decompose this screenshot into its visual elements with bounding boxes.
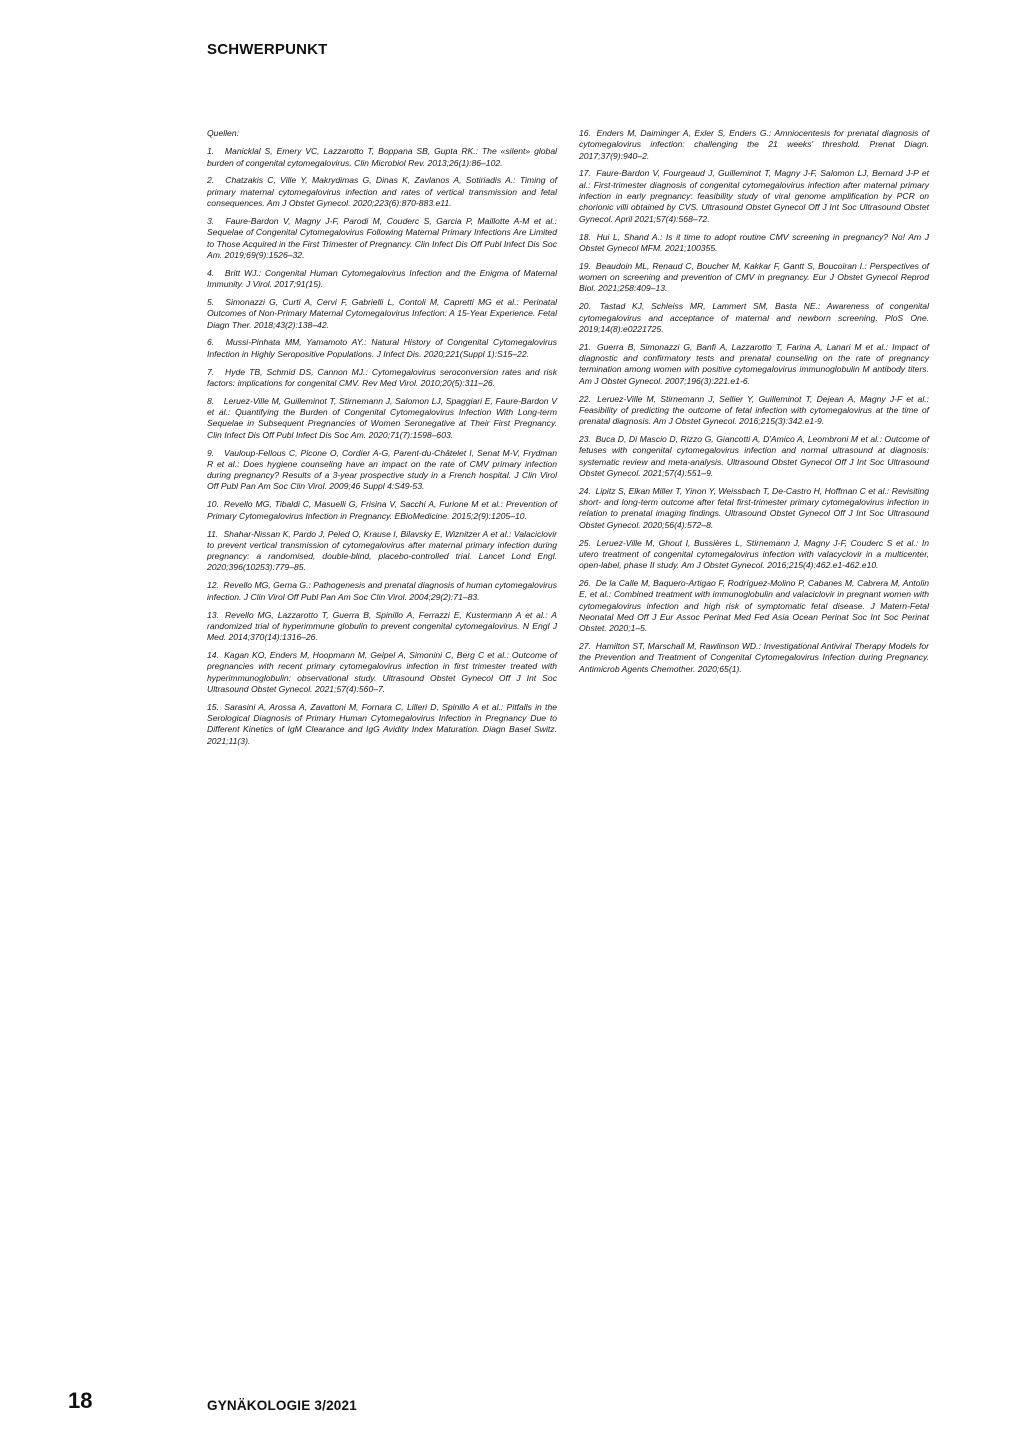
reference-item: [579, 301, 929, 335]
reference-item: [579, 641, 929, 675]
page-number: 18: [68, 1388, 93, 1413]
sources-label: Quellen:: [207, 128, 240, 138]
reference-text: Simonazzi G, Curti A, Cervi F, Gabrielli L, Contoli M, Capretti MG et al.: Perinatal Outcomes of Non-Primary Maternal Cytomegalovirus Infection: A 15-Year Experience. Fetal Diagn Ther. 2018;43(2):138–42.: [207, 296, 558, 330]
reference-text: Beaudoin ML, Renaud C, Boucher M, Kakkar F, Gantt S, Boucoiran I.: Perspectives of women on screening and prevention of CMV in pregnancy. Eur J Obstet Gynecol Reprod Biol. 2021;258:409–13.: [579, 260, 929, 294]
reference-item: [579, 578, 929, 634]
reference-text: Revello MG, Lazzarotto T, Guerra B, Spinillo A, Ferrazzi E, Kustermann A et al.: A randomized trial of hyperimmune globulin to prevent congenital cytomegalovirus. N Engl J Med. 2014;370(14):1316–26.: [207, 609, 558, 643]
reference-text: Britt WJ.: Congenital Human Cytomegalovirus Infection and the Enigma of Maternal Immunity. J Virol. 2017;91(15).: [207, 267, 557, 290]
reference-number: 16.: [579, 128, 591, 138]
reference-number: 20.: [579, 301, 591, 312]
reference-item: [207, 448, 557, 493]
reference-item: [207, 146, 557, 169]
reference-item: [207, 367, 557, 390]
reference-item: [579, 261, 929, 295]
reference-number: 26.: [579, 578, 591, 589]
reference-item: [207, 529, 557, 574]
reference-number: 19.: [579, 260, 591, 271]
reference-text: Kagan KO, Enders M, Hoopmann M, Geipel A, Simonini C, Berg C et al.: Outcome of pregnancies with recent primary cytomegalovirus infection in first trimester treated with hyperimmunoglobulin: observational study. Ultrasound Obstet Gynecol Off J Int Soc Ultrasound Obstet Gynecol. 2021;57(4):560–7.: [207, 650, 558, 694]
references-column-left: [207, 128, 557, 754]
reference-text: Revello MG, Tibaldi C, Masuelli G, Frisina V, Sacchi A, Furione M et al.: Prevention of Primary Cytomegalovirus Infection in Pregnancy. EBioMedicine. 2015;2(9):1205–10.: [207, 499, 557, 521]
reference-item: [579, 486, 929, 531]
reference-item: [207, 702, 557, 747]
reference-number: 10.: [207, 499, 219, 510]
reference-item: [207, 396, 557, 441]
reference-number: 12.: [207, 580, 219, 591]
reference-item: [207, 499, 557, 522]
reference-text: Hamilton ST, Marschall M, Rawlinson WD.: Investigational Antiviral Therapy Models for the Prevention and Treatment of Congenital Cytomegalovirus Infection during Pregnancy. Antimicrob Agents Chemother. 2020;65(1).: [579, 641, 929, 674]
reference-number: 4.: [207, 267, 215, 278]
reference-number: 7.: [207, 366, 215, 377]
reference-item: [579, 342, 929, 387]
journal-issue: GYNÄKOLOGIE 3/2021: [207, 1398, 357, 1413]
reference-list-right: [579, 128, 929, 675]
reference-text: Sarasini A, Arossa A, Zavattoni M, Fornara C, Lilleri D, Spinillo A et al.: Pitfalls in the Serological Diagnosis of Primary Human Cytomegalovirus Infection in Pregnancy Due to Different Kinetics of IgM Clearance and IgG Avidity Index Maturation. Diagn Basel Switz. 2021;11(3).: [207, 701, 558, 746]
reference-text: Hui L, Shand A.: Is it time to adopt routine CMV screening in pregnancy? No! Am J Obstet Gynecol MFM. 2021;100355.: [579, 231, 929, 253]
reference-item: [579, 128, 929, 162]
reference-item: [207, 580, 557, 603]
reference-item: [207, 650, 557, 695]
reference-item: [579, 394, 929, 428]
reference-text: Manicklal S, Emery VC, Lazzarotto T, Boppana SB, Gupta RK.: The «silent» global burden of congenital cytomegalovirus. Clin Microbiol Rev. 2013;26(1):86–102.: [207, 146, 558, 168]
reference-item: [207, 175, 557, 209]
reference-number: 21.: [579, 341, 591, 352]
reference-item: [207, 297, 557, 331]
reference-text: Faure-Bardon V, Fourgeaud J, Guilleminot T, Magny J-F, Salomon LJ, Bernard J-P et al.: First-trimester diagnosis of congenital cytomegalovirus infection after maternal primary infection in early pregnancy: feasibility study of viral genome amplification by PCR on chorionic villi obtained by CVS. Ultrasound Obstet Gynecol Off J Int Soc Ultrasound Obstet Gynecol. April 2021;57(4):568–72.: [579, 168, 929, 224]
reference-number: 27.: [579, 641, 591, 652]
reference-text: Revello MG, Gerna G.: Pathogenesis and prenatal diagnosis of human cytomegalovirus infection. J Clin Virol Off Publ Pan Am Soc Clin Virol. 2004;29(2):71–83.: [207, 580, 557, 602]
reference-text: Leruez-Ville M, Stirnemann J, Sellier Y, Guilleminot T, Dejean A, Magny J-F et al.: Feasibility of predicting the outcome of fetal infection with cytomegalovirus at the time of prenatal diagnosis. Am J Obstet Gynecol. 2016;215(3):342.e1-9.: [579, 393, 930, 427]
reference-number: 8.: [207, 395, 215, 406]
reference-text: Leruez-Ville M, Guilleminot T, Stirnemann J, Salomon LJ, Spaggiari E, Faure-Bardon V et al.: Quantifying the Burden of Congenital Cytomegalovirus Infection With Long-term Sequelae in Subsequent Pregnancies of Women Seronegative at Their First Pregnancy. Clin Infect Dis Off Publ Infect Dis Soc Am. 2020;71(7):1598–603.: [207, 395, 558, 440]
reference-item: [207, 216, 557, 261]
reference-number: 23.: [579, 433, 591, 444]
reference-item: [579, 168, 929, 224]
reference-item: [207, 610, 557, 644]
reference-number: 17.: [579, 168, 591, 179]
reference-item: [207, 268, 557, 291]
reference-number: 14.: [207, 650, 219, 660]
reference-item: [579, 538, 929, 572]
reference-number: 18.: [579, 231, 591, 242]
reference-text: Faure-Bardon V, Magny J-F, Parodi M, Couderc S, Garcia P, Maillotte A-M et al.: Sequelae of Congenital Cytomegalovirus Following Maternal Primary Infections Are Limited to Those Acquired in the First Trimester of Pregnancy. Clin Infect Dis Off Publ Infect Dis Soc Am. 2019;69(9):1526–32.: [207, 215, 558, 260]
reference-item: [207, 337, 557, 360]
reference-list-left: [207, 146, 557, 747]
section-header: SCHWERPUNKT: [207, 41, 328, 58]
reference-text: Tastad KJ, Schleiss MR, Lammert SM, Basta NE.: Awareness of congenital cytomegalovirus and acceptance of maternal and newborn screening. PloS One. 2019;14(8):e0221725.: [579, 301, 929, 334]
reference-number: 22.: [579, 393, 591, 404]
reference-number: 9.: [207, 447, 215, 458]
references-column-right: [579, 128, 929, 682]
reference-number: 13.: [207, 609, 219, 620]
reference-text: Hyde TB, Schmid DS, Cannon MJ.: Cytomegalovirus seroconversion rates and risk factors: implications for congenital CMV. Rev Med Virol. 2010;20(5):311–26.: [207, 366, 557, 388]
reference-number: 1.: [207, 146, 215, 157]
reference-number: 11.: [207, 528, 219, 539]
reference-text: Enders M, Daiminger A, Exler S, Enders G.: Amniocentesis for prenatal diagnosis of cytomegalovirus infection: challenging the 21 weeks' threshold. Prenat Diagn. 2017;37(9):940–2.: [579, 128, 930, 161]
reference-number: 5.: [207, 296, 215, 307]
reference-text: Leruez-Ville M, Ghout I, Bussières L, Stirnemann J, Magny J-F, Couderc S et al.: In utero treatment of congenital cytomegalovirus infection with valacyclovir in a multicenter, open-label, phase II study. Am J Obstet Gynecol. 2016;215(4):462.e1-462.e10.: [579, 537, 930, 571]
reference-number: 2.: [207, 175, 215, 186]
reference-item: [579, 434, 929, 479]
reference-number: 25.: [579, 537, 591, 548]
reference-text: Guerra B, Simonazzi G, Banfi A, Lazzarotto T, Farina A, Lanari M et al.: Impact of diagnostic and confirmatory tests and prenatal counseling on the rate of pregnancy termination among women with positive cytomegalovirus immunoglobulin M antibody titers. Am J Obstet Gynecol. 2007;196(3):221.e1-6.: [579, 341, 929, 386]
reference-number: 3.: [207, 215, 215, 226]
reference-text: Shahar-Nissan K, Pardo J, Peled O, Krause I, Bilavsky E, Wiznitzer A et al.: Valaciclovir to prevent vertical transmission of cytomegalovirus after maternal primary infection during pregnancy: a randomised, double-blind, placebo-controlled trial. Lancet Lond Engl. 2020;396(10253):779–85.: [207, 528, 557, 573]
reference-text: Lipitz S, Elkan Miller T, Yinon Y, Weissbach T, De-Castro H, Hoffman C et al.: Revisiting short- and long-term outcome after fetal first-trimester primary cytomegalovirus infection in relation to prenatal imaging findings. Ultrasound Obstet Gynecol Off J Int Soc Ultrasound Obstet Gynecol. 2020;56(4):572–8.: [579, 485, 929, 530]
reference-item: [579, 232, 929, 255]
reference-number: 6.: [207, 337, 215, 348]
reference-text: Buca D, Di Mascio D, Rizzo G, Giancotti A, D'Amico A, Leombroni M et al.: Outcome of fetuses with congenital cytomegalovirus infection and normal ultrasound at diagnosis: systematic review and meta-analysis. Ultrasound Obstet Gynecol Off J Int Soc Ultrasound Obstet Gynecol. 2021;57(4):551–9.: [579, 433, 930, 478]
reference-text: Mussi-Pinhata MM, Yamamoto AY.: Natural History of Congenital Cytomegalovirus Infection in Highly Seropositive Populations. J Infect Dis. 2020;221(Suppl 1):S15–22.: [207, 337, 557, 359]
reference-number: 24.: [579, 485, 591, 496]
reference-text: Chatzakis C, Ville Y, Makrydimas G, Dinas K, Zavlanos A, Sotiriadis A.: Timing of primary maternal cytomegalovirus infection and rates of vertical transmission and fetal consequences. Am J Obstet Gynecol. 2020;223(6):870-883.e11.: [207, 175, 557, 209]
reference-text: Vauloup-Fellous C, Picone O, Cordier A-G, Parent-du-Châtelet I, Senat M-V, Frydman R et al.: Does hygiene counseling have an impact on the rate of CMV primary infection during pregnancy? Results of a 3-year prospective study in a French hospital. J Clin Virol Off Publ Pan Am Soc Clin Virol. 2009;46 Suppl 4:S49-53.: [207, 447, 557, 492]
reference-number: 15.: [207, 701, 219, 712]
reference-text: De la Calle M, Baquero-Artigao F, Rodríguez-Molino P, Cabanes M, Cabrera M, Antolin E, et al.: Combined treatment with immunoglobulin and valaciclovir in pregnant women with cytomegalovirus infection and high risk of symptomatic fetal disease. J Matern-Fetal Neonatal Med Off J Eur Assoc Perinat Med Fed Asia Ocean Perinat Soc Int Soc Perinat Obstet. 2020;1–5.: [579, 578, 930, 634]
